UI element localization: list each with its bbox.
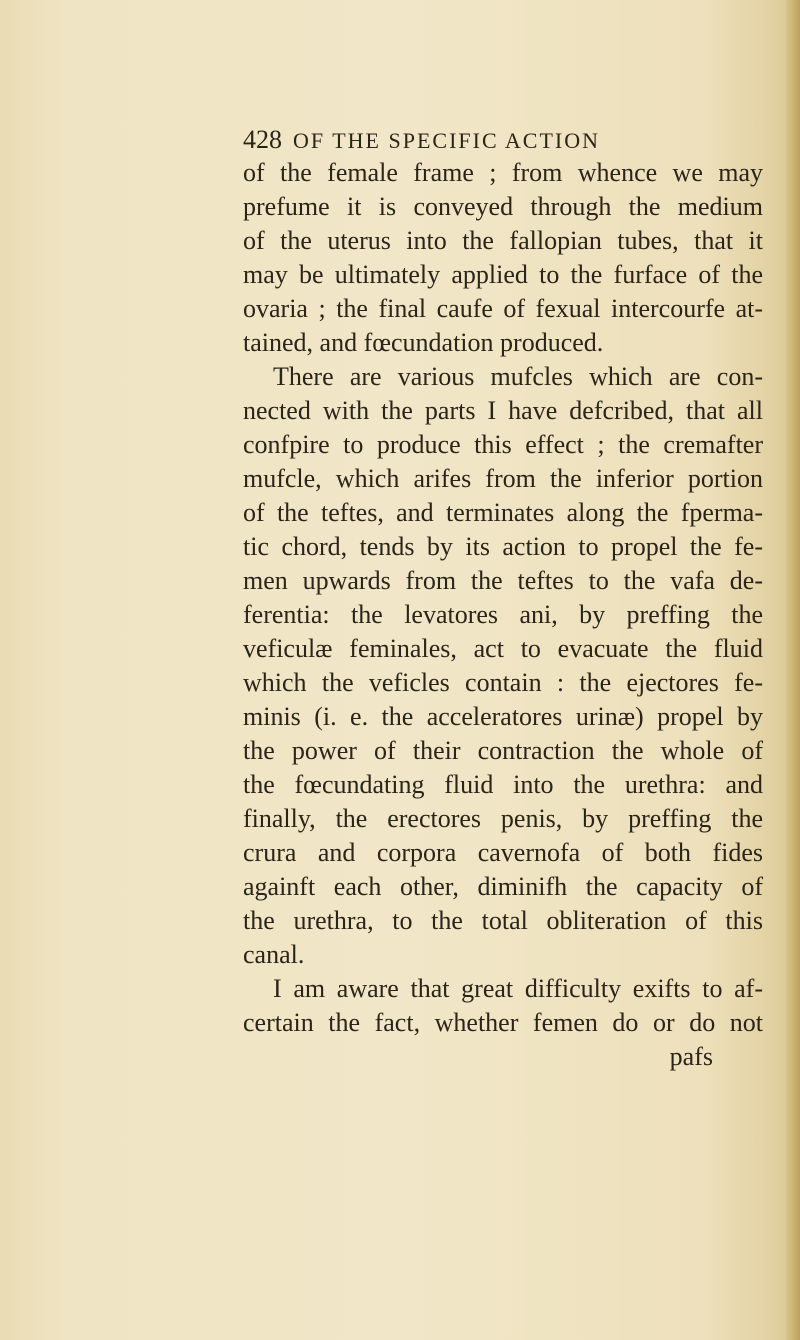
text-line: ferentia: the levatores ani, by preffing the [243,600,763,629]
text-line: confpire to produce this effect ; the cremafter [243,430,763,459]
paragraph-start: I am aware that great difficulty exifts to af- [273,974,763,1003]
page-edge-shadow [786,0,800,1340]
text-line: tained, and fœcundation produced. [243,328,604,357]
text-line: men upwards from the teftes to the vafa de- [243,566,763,595]
text-line: the urethra, to the total obliteration of this [243,906,763,935]
text-line: mufcle, which arifes from the inferior portion [243,464,763,493]
running-head: OF THE SPECIFIC ACTION [293,128,601,153]
text-line: tic chord, tends by its action to propel the fe- [243,532,763,561]
page-header [243,125,743,159]
text-line: prefume it is conveyed through the medium [243,192,763,221]
text-line: nected with the parts I have defcribed, that all [243,396,763,425]
paragraph-start: There are various mufcles which are con- [273,362,763,391]
catchword: pafs [669,1042,713,1071]
text-line: veficulæ feminales, act to evacuate the fluid [243,634,763,663]
text-line: crura and corpora cavernofa of both fides [243,838,763,867]
text-line: of the female frame ; from whence we may [243,158,763,187]
text-line: of the uterus into the fallopian tubes, that it [243,226,763,255]
text-line: againft each other, diminifh the capacity of [243,872,763,901]
text-line: certain the fact, whether femen do or do not [243,1008,763,1037]
text-line: minis (i. e. the acceleratores urinæ) propel by [243,702,763,731]
text-line: canal. [243,940,305,969]
text-line: the fœcundating fluid into the urethra: and [243,770,763,799]
text-line: of the teftes, and terminates along the fperma- [243,498,763,527]
text-line: ovaria ; the final caufe of fexual intercourfe at- [243,294,763,323]
text-line: may be ultimately applied to the furface of the [243,260,763,289]
text-line: finally, the erectores penis, by preffing the [243,804,763,833]
text-line: which the veficles contain : the ejectores fe- [243,668,763,697]
text-line: the power of their contraction the whole of [243,736,763,765]
page-number: 428 [243,125,282,154]
body-text [243,156,763,1074]
